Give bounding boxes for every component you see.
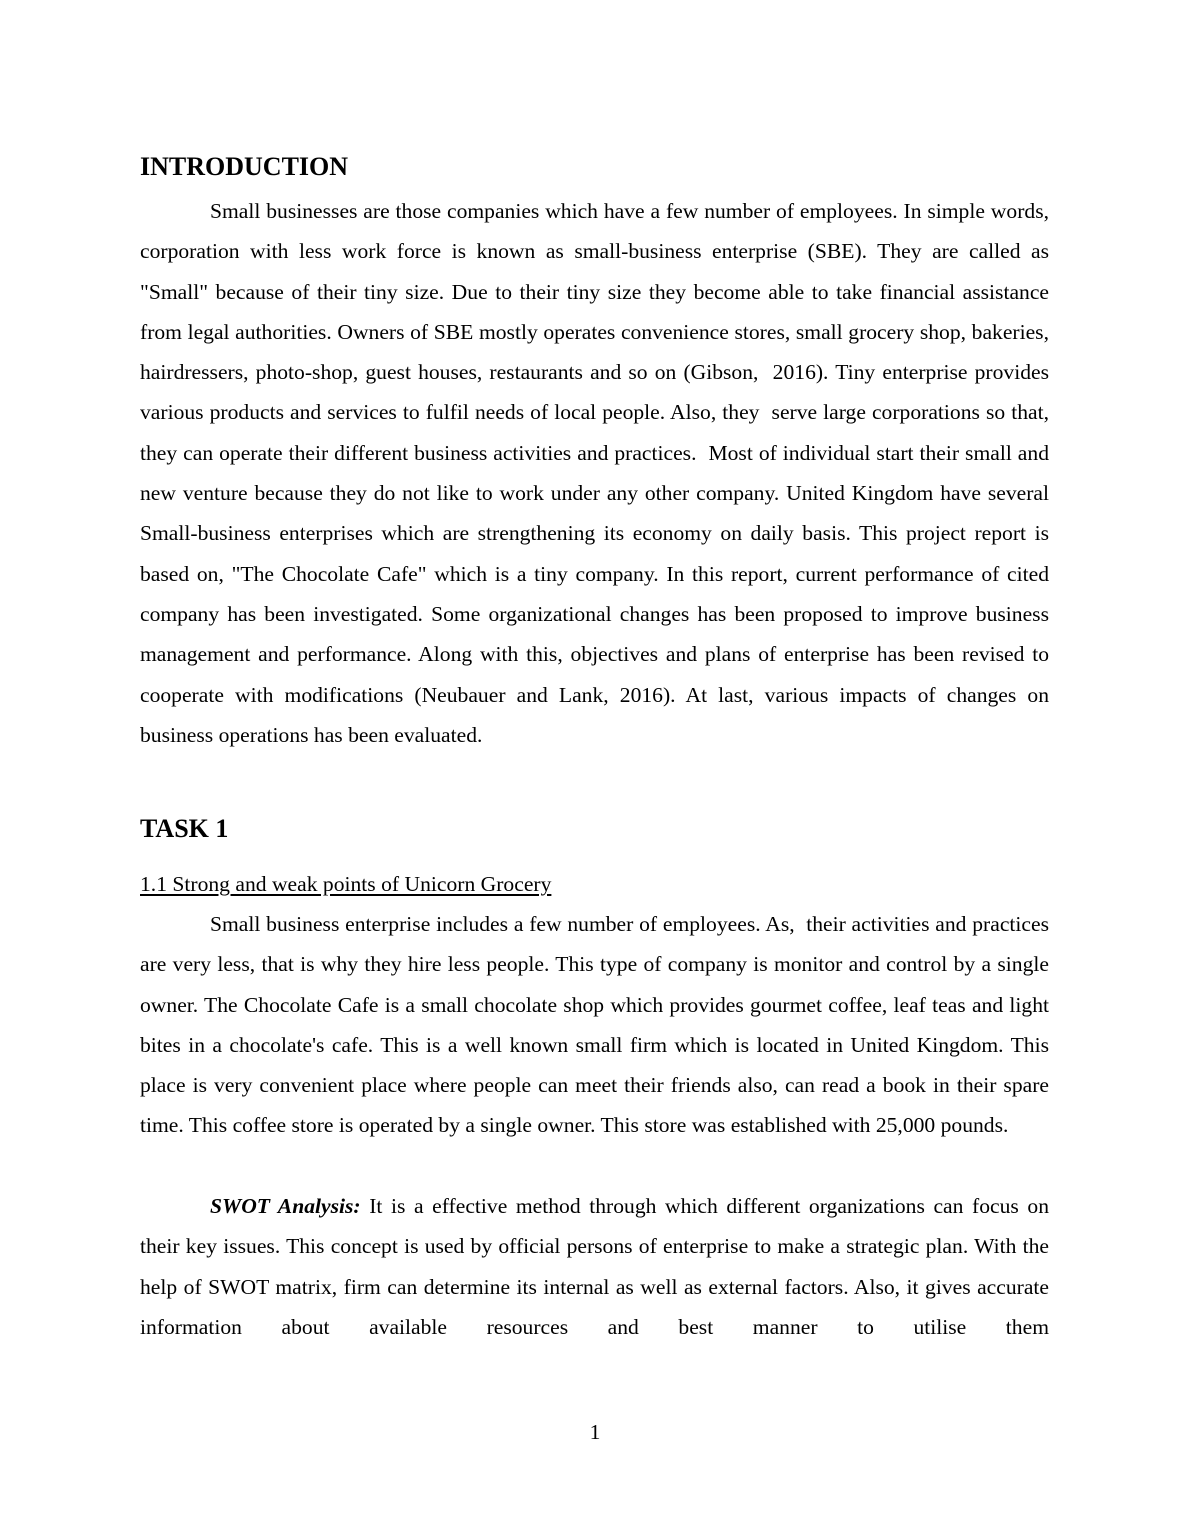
page-number: 1 [589, 1420, 601, 1444]
swot-paragraph [140, 1186, 1055, 1347]
swot-text: It is a effective method through which different organizations can focus on their key issues. This concept is used by official persons of enterprise to make a strategic plan. With the help of SWOT matrix, firm can determine its internal as well as external factors. Also, it gives accurate information about available resources and best manner to utilise them [140, 1194, 1055, 1339]
introduction-heading: INTRODUCTION [140, 152, 349, 181]
task1-paragraph: Small business enterprise includes a few number of employees. As, their activities and practices are very less, that is why they hire less people. This type of company is monitor and control by a single owner. The Chocolate Cafe is a small chocolate shop which provides gourmet coffee, leaf teas and light bites in a chocolate's cafe. This is a well known small firm which is located in United Kingdom. This place is very convenient place where people can meet their friends also, can read a book in their spare time. This coffee store is operated by a single owner. This store was established with 25,000 pounds. [140, 912, 1055, 1138]
task1-heading: TASK 1 [140, 814, 229, 843]
introduction-paragraph: Small businesses are those companies which have a few number of employees. In simple words, corporation with less work force is known as small-business enterprise (SBE). They are called as "Small" because of their tiny size. Due to their tiny size they become able to take financial assistance from legal authorities. Owners of SBE mostly operates convenience stores, small grocery shop, bakeries, hairdressers, photo-shop, guest houses, restaurants and so on (Gibson, 2016). Tiny enterprise provides various products and services to fulfil needs of local people. Also, they serve large corporations so that, they can operate their different business activities and practices. Most of individual start their small and new venture because they do not like to work under any other company. United Kingdom have several Small-business enterprises which are strengthening its economy on daily basis. This project report is based on, "The Chocolate Cafe" which is a tiny company. In this report, current performance of cited company has been investigated. Some organizational changes has been proposed to improve business management and performance. Along with this, objectives and plans of enterprise has been revised to cooperate with modifications (Neubauer and Lank, 2016). At last, various impacts of changes on business operations has been evaluated. [140, 199, 1060, 747]
swot-label: SWOT Analysis: [210, 1194, 361, 1218]
task1-subheading: 1.1 Strong and weak points of Unicorn Grocery [140, 872, 552, 896]
